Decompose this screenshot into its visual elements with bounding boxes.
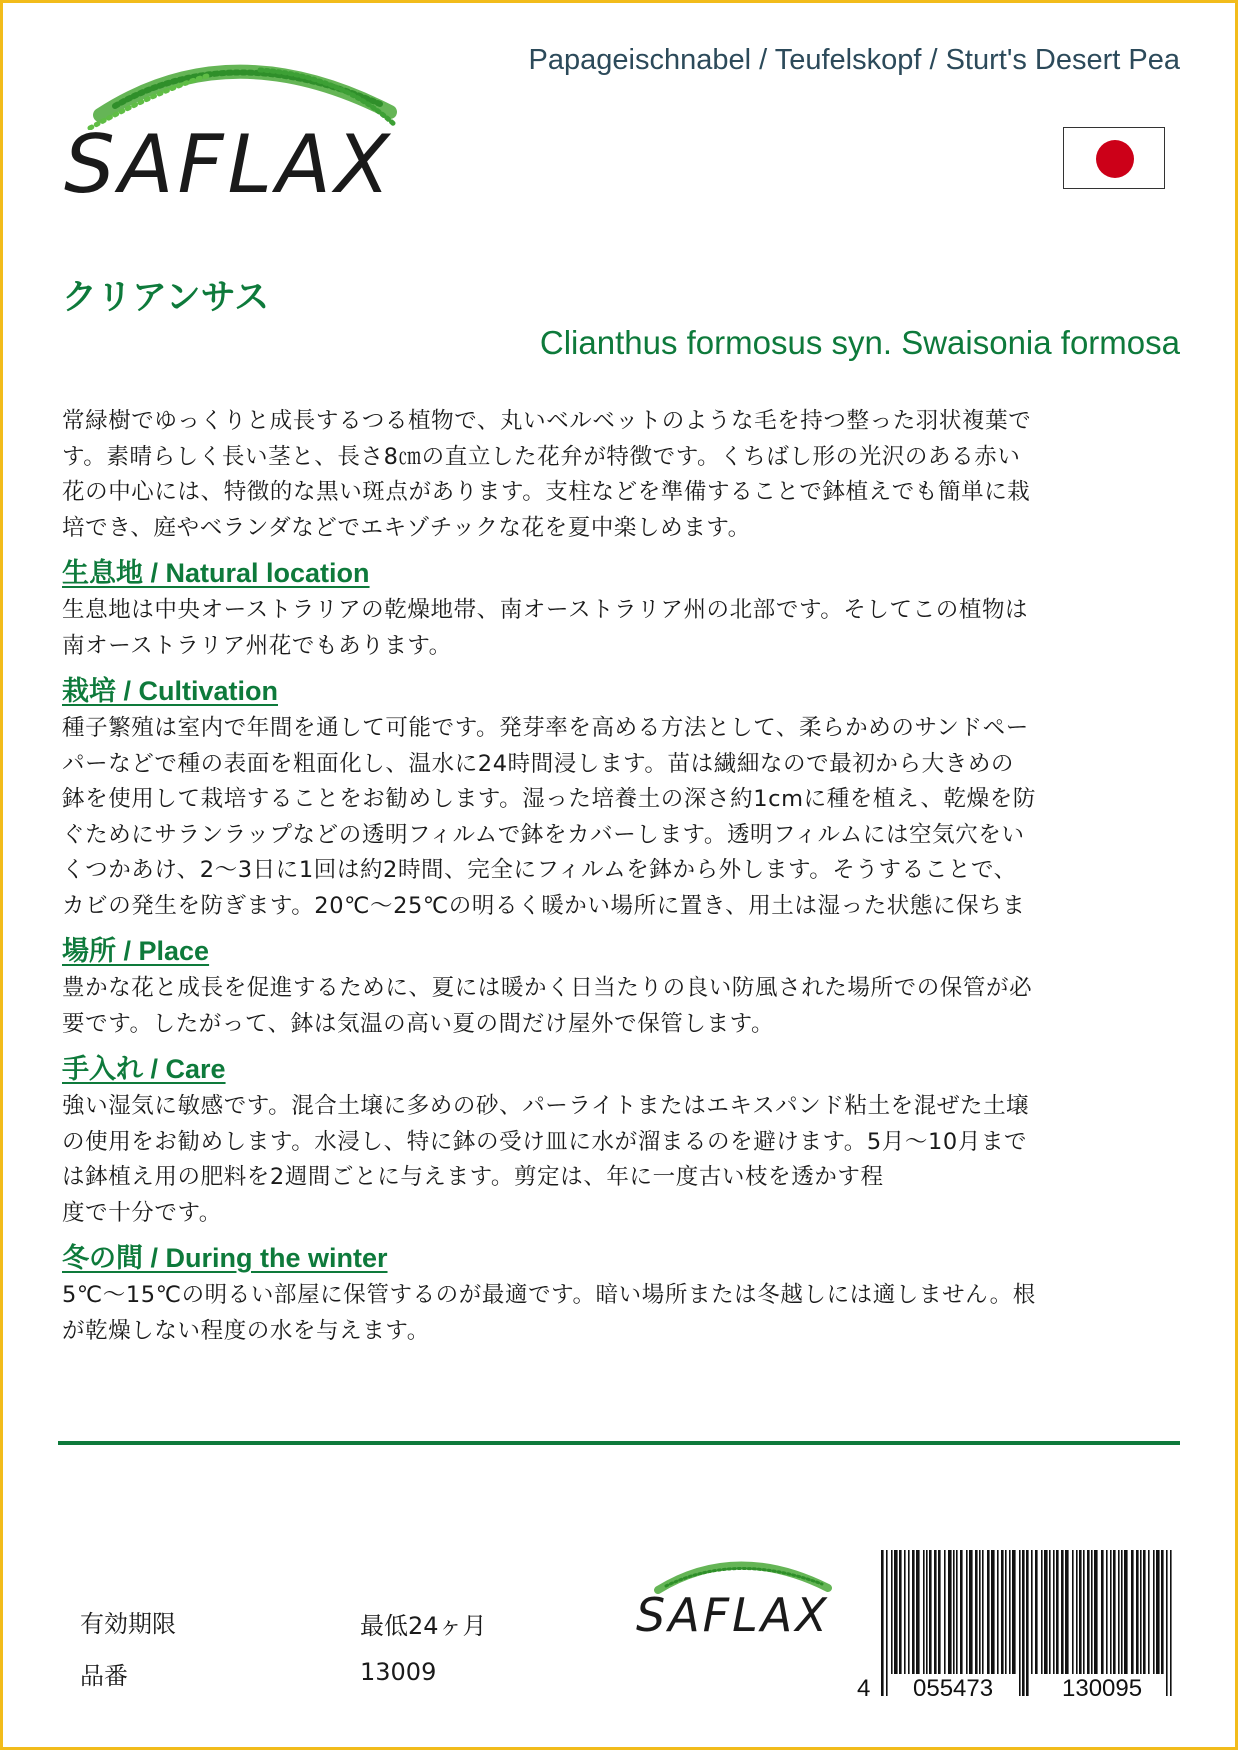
text-line: パーなどで種の表面を粗面化し、温水に24時間浸します。苗は繊細なので最初から大きめの bbox=[62, 750, 1015, 777]
expiry-label: 有効期限 bbox=[80, 1610, 176, 1638]
barcode-bar bbox=[1019, 1550, 1021, 1696]
barcode-bar bbox=[1113, 1550, 1116, 1674]
barcode-bar bbox=[1009, 1550, 1011, 1674]
logo-wordmark: SAFLAX bbox=[64, 118, 394, 211]
barcode-bar bbox=[1012, 1550, 1016, 1674]
text-line: 種子繁殖は室内で年間を通して可能です。発芽率を高める方法として、柔らかめのサンドペー bbox=[62, 715, 1029, 741]
section-heading-natural-location bbox=[62, 555, 1180, 592]
barcode-bar bbox=[1091, 1550, 1093, 1674]
barcode-bar bbox=[1056, 1550, 1059, 1674]
barcode-bar bbox=[904, 1550, 906, 1674]
barcode-bar bbox=[1053, 1550, 1055, 1674]
barcode-bar bbox=[1153, 1550, 1155, 1674]
barcode-bar bbox=[923, 1550, 925, 1674]
barcode-bar bbox=[1061, 1550, 1064, 1674]
heading-jp: 栽培 bbox=[62, 676, 116, 707]
heading-jp: 生息地 bbox=[62, 558, 143, 589]
text-line: 5℃～15℃の明るい部屋に保管するのが最適です。暗い場所または冬越しには適しません。根 bbox=[62, 1282, 1036, 1308]
barcode-bar bbox=[1044, 1550, 1048, 1674]
common-names: Papageischnabel / Teufelskopf / Sturt's Desert Pea bbox=[528, 44, 1180, 76]
winter-paragraph bbox=[62, 1278, 1180, 1349]
description-body bbox=[62, 404, 1180, 1349]
text-line: 南オーストラリア州花でもあります。 bbox=[62, 632, 452, 659]
barcode-bar bbox=[1079, 1550, 1082, 1674]
barcode-bar bbox=[1131, 1550, 1134, 1674]
barcode-left-digits: 055473 bbox=[913, 1675, 994, 1702]
flag-red-disc bbox=[1096, 140, 1134, 178]
barcode-bar bbox=[1083, 1550, 1085, 1674]
barcode-bar bbox=[966, 1550, 968, 1674]
barcode-bar bbox=[908, 1550, 910, 1674]
barcode-bar bbox=[1136, 1550, 1139, 1674]
barcode-bar bbox=[886, 1550, 888, 1696]
item-number-label: 品番 bbox=[80, 1662, 128, 1690]
text-line: の使用をお勧めします。水浸し、特に鉢の受け皿に水が溜まるのを避けます。5月～10月まで bbox=[62, 1128, 1028, 1155]
text-line: す。素晴らしく長い茎と、長さ8㎝の直立した花弁が特徴です。くちばし形の光沢のある赤い bbox=[62, 443, 1021, 470]
barcode-bar bbox=[948, 1550, 952, 1674]
barcode-bar bbox=[975, 1550, 978, 1674]
text-line: 培でき、庭やベランダなどでエキゾチックな花を夏中楽しめます。 bbox=[62, 514, 751, 541]
product-title-latin: Clianthus formosus syn. Swaisonia formosa bbox=[539, 324, 1180, 361]
footer-logo-wordmark: SAFLAX bbox=[636, 1588, 830, 1642]
text-line: 生息地は中央オーストラリアの乾燥地帯、南オーストラリア州の北部です。そしてこの植物は bbox=[62, 597, 1029, 623]
section-heading-place bbox=[62, 933, 1180, 970]
saflax-logo bbox=[60, 40, 400, 210]
barcode-bar bbox=[997, 1550, 999, 1674]
heading-jp: 場所 bbox=[62, 936, 116, 967]
heading-en: / Place bbox=[116, 936, 210, 966]
barcode-bar bbox=[956, 1550, 958, 1674]
text-line: カビの発生を防ぎます。20℃〜25℃の明るく暖かい場所に置き、用土は湿った状態に保ちま bbox=[62, 892, 1026, 919]
barcode-bar bbox=[1118, 1550, 1120, 1674]
heading-en: / Natural location bbox=[143, 558, 370, 588]
heading-jp: 手入れ bbox=[62, 1054, 143, 1085]
text-line: 常緑樹でゆっくりと成長するつる植物で、丸いベルベットのような毛を持つ整った羽状複葉で bbox=[62, 408, 1032, 434]
section-heading-winter bbox=[62, 1240, 1180, 1277]
barcode-bar bbox=[1005, 1550, 1007, 1674]
barcode-bar bbox=[1166, 1550, 1168, 1696]
barcode-bar bbox=[1148, 1550, 1150, 1674]
barcode-bar bbox=[938, 1550, 941, 1674]
barcode-bar bbox=[929, 1550, 932, 1674]
heading-en: / Care bbox=[143, 1054, 226, 1084]
barcode-bar bbox=[899, 1550, 902, 1674]
barcode-bar bbox=[982, 1550, 984, 1674]
barcode-bar bbox=[953, 1550, 955, 1674]
barcode-bar bbox=[1031, 1550, 1033, 1674]
intro-paragraph bbox=[62, 404, 1180, 546]
barcode-bar bbox=[881, 1550, 884, 1696]
barcode-bar bbox=[1087, 1550, 1090, 1674]
barcode-right-digits: 130095 bbox=[1062, 1675, 1143, 1702]
saflax-footer-logo bbox=[636, 1548, 836, 1648]
barcode-bar bbox=[1076, 1550, 1078, 1674]
barcode-bar bbox=[960, 1550, 963, 1674]
barcode-bar bbox=[1156, 1550, 1160, 1674]
barcode-bar bbox=[1101, 1550, 1104, 1674]
text-line: ぐためにサランラップなどの透明フィルムで鉢をカバーします。透明フィルムには空気穴をい bbox=[62, 821, 1025, 848]
natural-location-paragraph bbox=[62, 593, 1180, 664]
barcode-bar bbox=[894, 1550, 898, 1674]
barcode-bar bbox=[1143, 1550, 1146, 1674]
barcode-bar bbox=[912, 1550, 915, 1674]
barcode-bar bbox=[1161, 1550, 1164, 1674]
barcode-bar bbox=[891, 1550, 893, 1674]
barcode-bar bbox=[987, 1550, 990, 1674]
text-line: は鉢植え用の肥料を2週間ごとに与えます。剪定は、年に一度古い枝を透かす程 bbox=[62, 1164, 884, 1190]
text-line: 花の中心には、特徴的な黒い斑点があります。支柱などを準備することで鉢植えでも簡単に栽 bbox=[62, 479, 1031, 505]
barcode-bar bbox=[934, 1550, 937, 1674]
barcode-bar bbox=[1072, 1550, 1074, 1674]
text-line: が乾燥しない程度の水を与えます。 bbox=[62, 1317, 430, 1344]
barcode-bar bbox=[1001, 1550, 1004, 1674]
barcode-bar bbox=[1140, 1550, 1142, 1674]
barcode-bar bbox=[1026, 1550, 1029, 1696]
heading-en: / During the winter bbox=[143, 1243, 388, 1273]
ean-barcode bbox=[855, 1550, 1182, 1702]
barcode-bar bbox=[969, 1550, 973, 1674]
barcode-bar bbox=[1041, 1550, 1043, 1674]
product-title-japanese: クリアンサス bbox=[62, 278, 270, 318]
heading-jp: 冬の間 bbox=[62, 1243, 143, 1274]
heading-en: / Cultivation bbox=[116, 676, 278, 706]
barcode-bar bbox=[1065, 1550, 1069, 1674]
barcode-bar bbox=[1110, 1550, 1112, 1674]
barcode-bar bbox=[1106, 1550, 1108, 1674]
barcode-bar bbox=[1094, 1550, 1098, 1674]
place-paragraph bbox=[62, 971, 1180, 1042]
text-line: 度で十分です。 bbox=[62, 1199, 222, 1226]
text-line: 要です。したがって、鉢は気温の高い夏の間だけ屋外で保管します。 bbox=[62, 1010, 775, 1037]
cultivation-paragraph bbox=[62, 711, 1180, 924]
footer-divider bbox=[58, 1441, 1180, 1445]
barcode-lead-digit: 4 bbox=[857, 1675, 871, 1702]
text-line: くつかあけ、2～3日に1回は約2時間、完全にフィルムを鉢から外します。そうすることで、 bbox=[62, 857, 1017, 883]
barcode-bar bbox=[1124, 1550, 1128, 1674]
barcode-bar bbox=[926, 1550, 928, 1674]
japan-flag-icon bbox=[1063, 127, 1165, 189]
text-line: 豊かな花と成長を促進するために、夏には暖かく日当たりの良い防風された場所での保管が必 bbox=[62, 975, 1033, 1001]
care-paragraph bbox=[62, 1089, 1180, 1231]
barcode-bar bbox=[991, 1550, 995, 1674]
barcode-bar bbox=[1035, 1550, 1038, 1674]
barcode-bar bbox=[1049, 1550, 1051, 1674]
expiry-value: 最低24ヶ月 bbox=[360, 1612, 487, 1640]
leaf-arc-icon bbox=[60, 40, 400, 130]
barcode-bar bbox=[944, 1550, 946, 1674]
item-number-value: 13009 bbox=[360, 1658, 437, 1686]
barcode-bar bbox=[1022, 1550, 1025, 1696]
barcode-bar bbox=[916, 1550, 920, 1674]
section-heading-care bbox=[62, 1051, 1180, 1088]
text-line: 強い湿気に敏感です。混合土壌に多めの砂、パーライトまたはエキスパンド粘土を混ぜた土壌 bbox=[62, 1093, 1030, 1119]
text-line: 鉢を使用して栽培することをお勧めします。湿った培養土の深さ約1cmに種を植え、乾燥を防 bbox=[62, 786, 1036, 812]
barcode-bar bbox=[1170, 1550, 1172, 1696]
barcode-bar bbox=[979, 1550, 981, 1674]
barcode-bar bbox=[1121, 1550, 1123, 1674]
section-heading-cultivation bbox=[62, 673, 1180, 710]
